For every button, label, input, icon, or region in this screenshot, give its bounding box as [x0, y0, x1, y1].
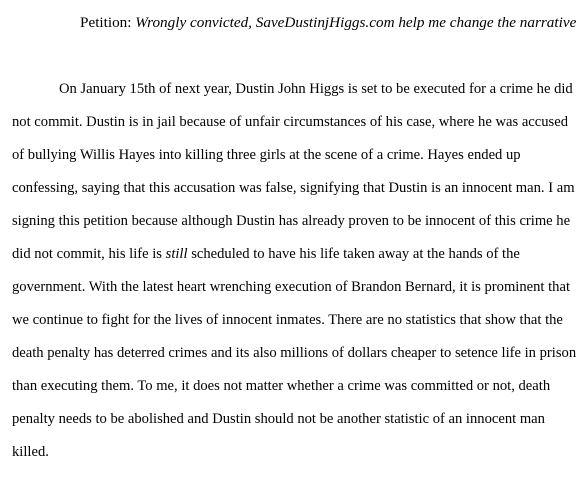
- body-line: not commit. Dustin is in jail because of unfair circumstances of his case, where he was accused: [12, 114, 569, 130]
- petition-title: [80, 13, 576, 33]
- body-line: than executing them. To me, it does not matter whether a crime was committed or not, death: [12, 378, 551, 394]
- body-line: death penalty has deterred crimes and its also millions of dollars cheaper to setence life in prison: [12, 345, 577, 361]
- body-line: we continue to fight for the lives of innocent inmates. There are no statistics that show that the: [12, 312, 563, 328]
- petition-title-italic: Wrongly convicted, SaveDustinjHiggs.com help me change the narrative: [135, 14, 577, 31]
- body-line: of bullying Willis Hayes into killing three girls at the scene of a crime. Hayes ended up: [12, 147, 521, 163]
- body-line-text: scheduled to have his life taken away at the hands of the: [187, 246, 520, 262]
- body-line-text: did not commit, his life is: [12, 246, 166, 262]
- body-line: signing this petition because although Dustin has already proven to be innocent of this crime he: [12, 213, 571, 229]
- petition-title-prefix: Petition:: [80, 14, 136, 31]
- body-line-emphasis: still: [165, 246, 188, 262]
- body-line: On January 15th of next year, Dustin John Higgs is set to be executed for a crime he did: [59, 81, 573, 97]
- body-line: killed.: [12, 444, 49, 460]
- body-line: government. With the latest heart wrenching execution of Brandon Bernard, it is prominent that: [12, 279, 571, 295]
- body-line: penalty needs to be abolished and Dustin should not be another statistic of an innocent man: [12, 411, 545, 427]
- body-line: confessing, saying that this accusation was false, signifying that Dustin is an innocent man. I am: [12, 180, 575, 196]
- body-line: [12, 244, 520, 264]
